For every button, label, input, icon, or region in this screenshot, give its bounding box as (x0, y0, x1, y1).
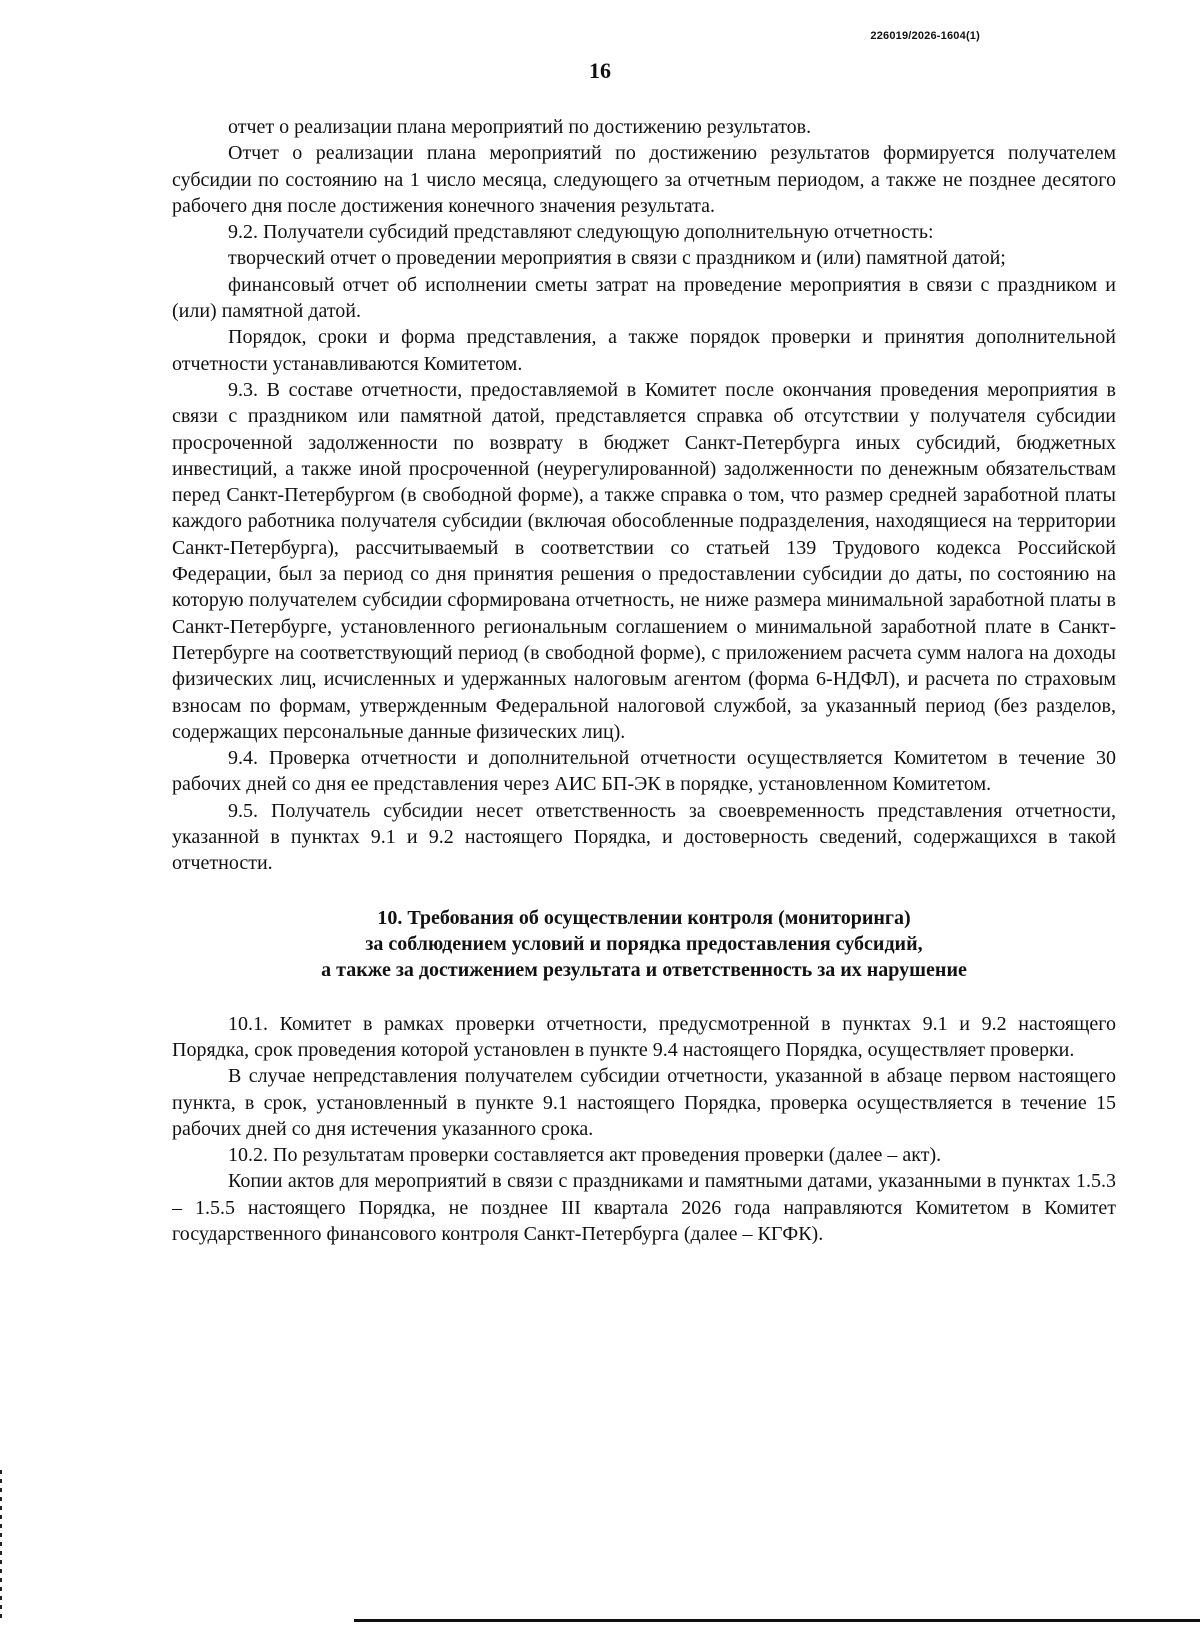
paragraph-non-submission: В случае непредставления получателем субсидии отчетности, указанной в абзаце первом настоящего пункта, в срок, установленный в пункте 9.1 настоящего Порядка, проверка осуществляется в течение 15 рабочих дней со дня истечения указанного срока. (172, 1065, 1116, 1140)
paragraph-9-5: 9.5. Получатель субсидии несет ответственность за своевременность представления отчетности, указанной в пунктах 9.1 и 9.2 настоящего Порядка, и достоверность сведений, содержащихся в такой отчетности. (172, 799, 1116, 875)
paragraph-procedure: Порядок, сроки и форма представления, а также порядок проверки и принятия дополнительной отчетности устанавливаются Комитетом. (172, 326, 1116, 375)
paragraph-financial-report: финансовый отчет об исполнении сметы затрат на проведение мероприятия в связи с праздником и (или) памятной датой. (172, 273, 1116, 323)
section-heading-line-3: а также за достижением результата и ответственность за их нарушение (321, 958, 967, 981)
paragraph-9-3: 9.3. В составе отчетности, предоставляемой в Комитет после окончания проведения мероприятия в связи с праздником или памятной датой, представляется справка об отсутствии у получателя субсидии просроченной задолженности по возврату в бюджет Санкт-Петербурга иных субсидий, бюджетных инвестиций, а также иной просроченной (неурегулированной) задолженности по денежным обязательствам перед Санкт-Петербургом (в свободной форме), а также справка о том, что размер средней заработной платы каждого работника получателя субсидии (включая обособленные подразделения, находящиеся на территории Санкт-Петербурга), рассчитываемый в соответствии со статьей 139 Трудового кодекса Российской Федерации, был за период со дня принятия решения о предоставлении субсидии до даты, по состоянию на которую получателем субсидии сформирована отчетность, не ниже размера минимальной заработной платы в Санкт-Петербурге, установленного региональным соглашением о минимальной заработной плате в Санкт-Петербурге на соответствующий период (в свободной форме), с приложением расчета сумм налога на доходы физических лиц, исчисленных и удержанных налоговым агентом (форма 6-НДФЛ), и расчета по страховым взносам по формам, утвержденным Федеральной налоговой службой, за указанный период (без разделов, содержащих персональные данные физических лиц). (172, 378, 1116, 743)
scan-edge-mark (0, 1470, 2, 1620)
page-number: 16 (589, 58, 611, 83)
bottom-scan-line (354, 1619, 1200, 1622)
document-body (172, 114, 1116, 1247)
section-heading-line-2: за соблюдением условий и порядка предоставления субсидий, (365, 932, 923, 955)
section-heading-line-1: 10. Требования об осуществлении контроля (мониторинга) (377, 906, 911, 929)
paragraph-creative-report: творческий отчет о проведении мероприятия в связи с праздником и (или) памятной датой; (228, 247, 1006, 270)
paragraph-report-formation: Отчет о реализации плана мероприятий по достижению результатов формируется получателем субсидии по состоянию на 1 число месяца, следующего за отчетным периодом, а также не позднее десятого рабочего дня после достижения конечного значения результата. (172, 142, 1116, 217)
paragraph-report-plan: отчет о реализации плана мероприятий по достижению результатов. (228, 116, 812, 138)
paragraph-10-1: 10.1. Комитет в рамках проверки отчетности, предусмотренной в пунктах 9.1 и 9.2 настоящего Порядка, срок проведения которой установлен в пункте 9.4 настоящего Порядка, осуществляет проверки. (172, 1012, 1116, 1061)
document-id: 226019/2026-1604(1) (870, 30, 980, 42)
paragraph-9-4: 9.4. Проверка отчетности и дополнительной отчетности осуществляется Комитетом в течение 30 рабочих дней со дня ее представления через АИС БП-ЭК в порядке, установленном Комитетом. (172, 747, 1116, 796)
paragraph-act-copies: Копии актов для мероприятий в связи с праздниками и памятными датами, указанными в пунктах 1.5.3 – 1.5.5 настоящего Порядка, не позднее III квартала 2026 года направляются Комитетом в Комитет государственного финансового контроля Санкт-Петербурга (далее – КГФК). (172, 1170, 1116, 1245)
paragraph-10-2: 10.2. По результатам проверки составляется акт проведения проверки (далее – акт). (228, 1144, 942, 1167)
paragraph-9-2: 9.2. Получатели субсидий представляют следующую дополнительную отчетность: (228, 221, 934, 244)
section-10-heading (172, 905, 1116, 983)
